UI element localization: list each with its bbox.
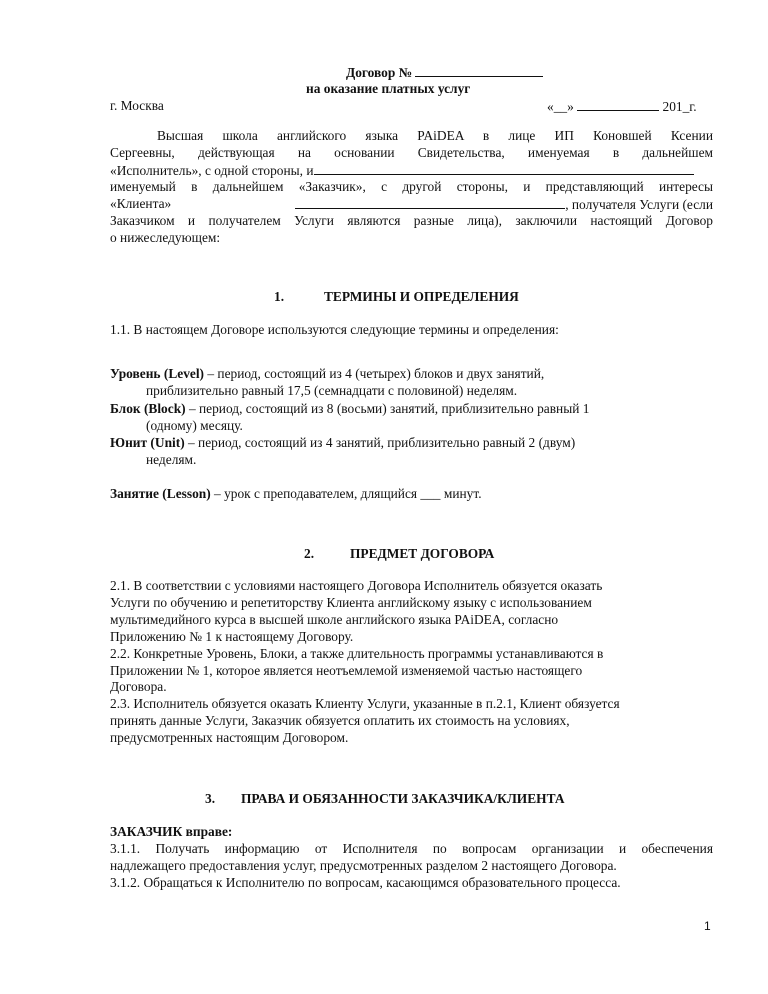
page-number: 1 [704, 919, 711, 933]
section-2-title: ПРЕДМЕТ ДОГОВОРА [350, 546, 495, 561]
section-2-line: Приложении № 1, которое является неотъемлемой изменяемой частью настоящего [110, 662, 583, 678]
section-2-body [110, 578, 620, 747]
section-2-line: принять данные Услуги, Заказчик обязуется оплатить их стоимость на условиях, [110, 713, 570, 729]
section-2-line: Договора. [110, 679, 167, 695]
clause-1-1: 1.1. В настоящем Договоре используются следующие термины и определения: [110, 322, 559, 337]
term-lesson: Занятие (Lesson) – урок с преподавателем, длящийся ___ минут. [110, 486, 482, 501]
term-block-cont: (одному) месяцу. [146, 418, 243, 433]
preamble-line: «Клиента» , получателя Услуги (если [110, 196, 713, 212]
preamble-line: Высшая школа английского языка PAiDEA в лице ИП Коновшей Ксении [157, 128, 713, 143]
term-unit-cont: неделям. [146, 452, 197, 467]
clause-3-1-1-cont: надлежащего предоставления услуг, предусмотренных разделом 2 настоящего Договора. [110, 858, 617, 873]
section-2-line: 2.1. В соответствии с условиями настоящего Договора Исполнитель обязуется оказать [110, 578, 603, 593]
section-3-number: 3. [205, 791, 216, 806]
term-level: Уровень (Level) – период, состоящий из 4 (четырех) блоков и двух занятий, [110, 366, 545, 381]
section-2-line: 2.2. Конкретные Уровень, Блоки, а также длительность программы устанавливаются в [110, 645, 604, 661]
preamble-line: Заказчиком и получателем Услуги являются разные лица), заключили настоящий Договор [110, 213, 713, 228]
section-3-subheading: ЗАКАЗЧИК вправе: [110, 824, 233, 839]
preamble-line: именуемый в дальнейшем «Заказчик», с другой стороны, и представляющий интересы [110, 179, 713, 194]
contract-number-blank [415, 64, 543, 77]
term-level-cont: приблизительно равный 17,5 (семнадцати с половиной) неделям. [146, 383, 518, 398]
date-month-blank [577, 98, 659, 111]
client-name-blank [295, 196, 565, 209]
customer-name-blank [314, 162, 694, 175]
section-2-line: мультимедийного курса в высшей школе английского языка PAiDEA, согласно [110, 611, 559, 627]
preamble-line: Сергеевны, действующая на основании Свидетельства, именуемая в дальнейшем [110, 145, 713, 160]
preamble-line: о нижеследующем: [110, 230, 221, 245]
contract-title: Договор № [346, 64, 543, 81]
section-2-line: Приложению № 1 к настоящему Договору. [110, 628, 354, 644]
section-2-line: предусмотренных настоящим Договором. [110, 730, 349, 746]
contract-date: «__» 201_г. [547, 99, 697, 114]
section-2-line: Услуги по обучению и репетиторству Клиента английскому языку с использованием [110, 594, 592, 610]
section-1-number: 1. [274, 289, 285, 304]
section-1-title: ТЕРМИНЫ И ОПРЕДЕЛЕНИЯ [324, 289, 519, 304]
preamble-line: «Исполнитель», с одной стороны, и [110, 162, 694, 179]
section-2-number: 2. [304, 546, 315, 561]
section-2-line: 2.3. Исполнитель обязуется оказать Клиенту Услуги, указанные в п.2.1, Клиент обязуется [110, 696, 620, 712]
contract-subtitle: на оказание платных услуг [306, 81, 471, 96]
clause-3-1-2: 3.1.2. Обращаться к Исполнителю по вопросам, касающимся образовательного процесса. [110, 875, 621, 890]
section-3-title: ПРАВА И ОБЯЗАННОСТИ ЗАКАЗЧИКА/КЛИЕНТА [241, 791, 565, 806]
term-unit: Юнит (Unit) – период, состоящий из 4 занятий, приблизительно равный 2 (двум) [110, 435, 576, 450]
city: г. Москва [110, 98, 164, 113]
clause-3-1-1: 3.1.1. Получать информацию от Исполнителя по вопросам организации и обеспечения [110, 841, 713, 856]
term-block: Блок (Block) – период, состоящий из 8 (восьми) занятий, приблизительно равный 1 [110, 401, 590, 416]
